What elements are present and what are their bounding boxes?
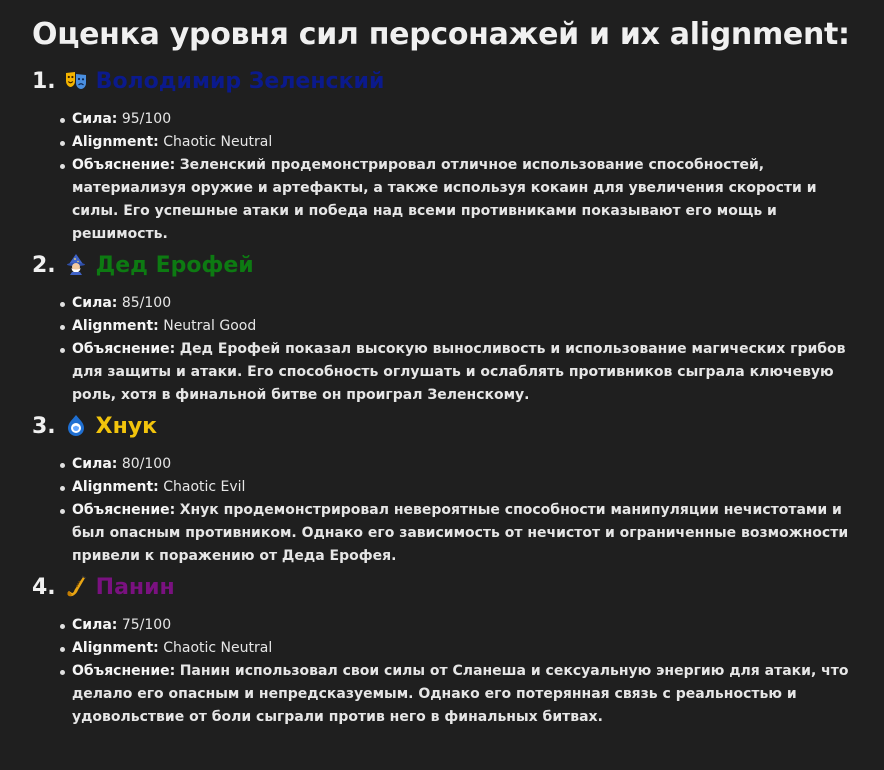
character-stats-list	[32, 292, 884, 407]
stat-label: Объяснение:	[72, 157, 176, 173]
list-item	[72, 292, 884, 315]
stat-label: Сила:	[72, 295, 118, 311]
character-section-panin	[32, 572, 884, 729]
character-stats-list	[32, 614, 884, 729]
stat-label: Объяснение:	[72, 502, 176, 518]
stat-label: Сила:	[72, 111, 118, 127]
section-number: 4.	[32, 575, 56, 600]
stat-value: Chaotic Neutral	[163, 640, 273, 656]
list-item	[72, 637, 884, 660]
list-item	[72, 453, 884, 476]
list-item	[72, 108, 884, 131]
stat-label: Alignment:	[72, 640, 159, 656]
character-stats-list	[32, 108, 884, 246]
mage-icon	[64, 253, 90, 279]
stat-value: Chaotic Neutral	[163, 134, 273, 150]
stat-label: Объяснение:	[72, 341, 176, 357]
character-name: Володимир Зеленский	[95, 69, 385, 94]
blue-orb-icon	[64, 414, 90, 440]
stat-value: Chaotic Evil	[163, 479, 246, 495]
list-item	[72, 131, 884, 154]
stat-label: Объяснение:	[72, 663, 176, 679]
stat-label: Alignment:	[72, 318, 159, 334]
stat-value: 80/100	[121, 456, 172, 472]
theater-masks-icon	[64, 69, 90, 95]
stat-label: Сила:	[72, 456, 118, 472]
saxophone-icon	[64, 575, 90, 601]
section-number: 1.	[32, 69, 56, 94]
stat-label: Alignment:	[72, 479, 159, 495]
stat-value: 75/100	[121, 617, 172, 633]
list-item	[72, 614, 884, 637]
stat-value: Neutral Good	[163, 318, 257, 334]
list-item	[72, 154, 884, 246]
list-item	[72, 660, 884, 729]
character-heading	[32, 411, 884, 443]
character-section-zelensky	[32, 66, 884, 246]
page-title: Оценка уровня сил персонажей и их alignment:	[32, 17, 850, 52]
character-stats-list	[32, 453, 884, 568]
character-section-hnuk	[32, 411, 884, 568]
stat-label: Alignment:	[72, 134, 159, 150]
list-item	[72, 315, 884, 338]
character-heading	[32, 250, 884, 282]
list-item	[72, 338, 884, 407]
stat-label: Сила:	[72, 617, 118, 633]
section-number: 3.	[32, 414, 56, 439]
character-heading	[32, 572, 884, 604]
character-section-ded-erofey	[32, 250, 884, 407]
stat-value: Дед Ерофей показал высокую выносливость и использование магических грибов для защиты и атаки. Его способность оглушать и ослаблять противников сыграла ключевую роль, хотя в финальной битве он проиграл Зеленскому.	[72, 341, 846, 403]
character-heading	[32, 66, 884, 98]
list-item	[72, 476, 884, 499]
character-name: Хнук	[95, 414, 158, 439]
character-name: Панин	[95, 575, 175, 600]
stat-value: Хнук продемонстрировал невероятные способности манипуляции нечистотами и был опасным противником. Однако его зависимость от нечистот и ограниченные возможности привели к поражению от Деда Ерофея.	[72, 502, 849, 564]
stat-value: Зеленский продемонстрировал отличное использование способностей, материализуя оружие и артефакты, а также используя кокаин для увеличения скорости и силы. Его успешные атаки и победа над всеми противниками показывают его мощь и решимость.	[72, 157, 817, 242]
section-number: 2.	[32, 253, 56, 278]
list-item	[72, 499, 884, 568]
stat-value: Панин использовал свои силы от Сланеша и сексуальную энергию для атаки, что делало его опасным и непредсказуемым. Однако его потерянная связь с реальностью и удовольствие от боли сыграли против него в финальных битвах.	[72, 663, 849, 725]
character-name: Дед Ерофей	[95, 253, 254, 278]
stat-value: 85/100	[121, 295, 172, 311]
stat-value: 95/100	[121, 111, 172, 127]
